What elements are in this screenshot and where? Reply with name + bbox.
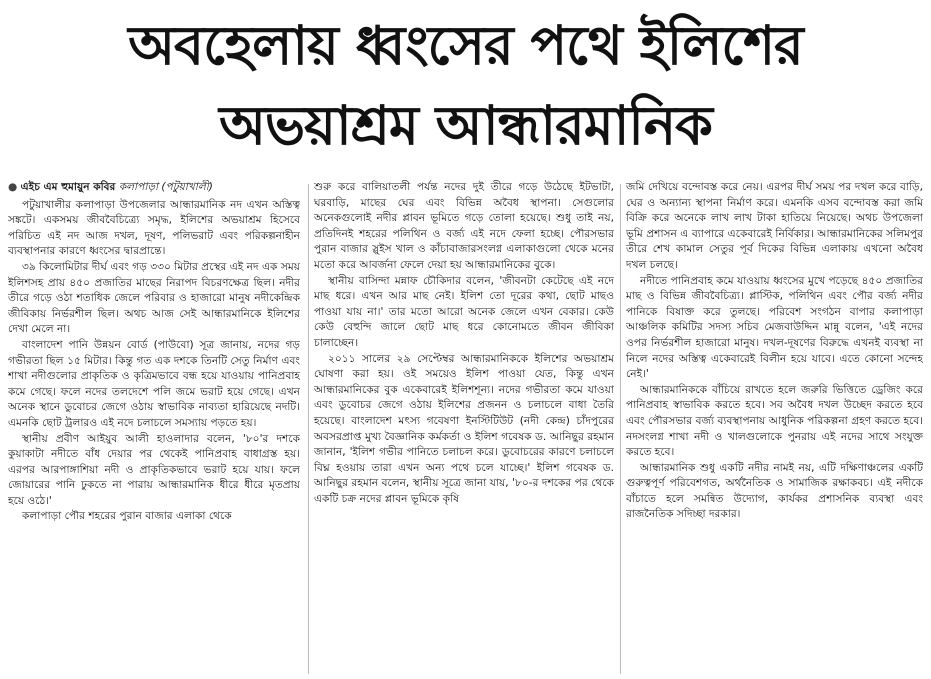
article-paragraph: আন্ধারমানিক শুধু একটি নদীর নামই নয়, এটি দক্ষিণাঞ্চলের একটি গুরুত্বপূর্ণ পরিবেশগত, অর্থনৈতিক ও সামাজিক রক্ষাকবচ। এই নদীকে বাঁচাতে হলে সমন্বিত উদ্যোগ, কার্যকর প্রশাসনিক ব্যবস্থা এবং রাজনৈতিক সদিচ্ছা দরকার। (626, 461, 923, 521)
byline (8, 180, 300, 196)
article-column-1 (8, 180, 300, 676)
article-paragraph: আন্ধারমানিককে বাঁচিয়ে রাখতে হলে জরুরি ভিত্তিতে ড্রেজিং করে পানিপ্রবাহ স্বাভাবিক করতে হবে। সব অবৈধ দখল উচ্ছেদ করতে হবে এবং পৌরসভার বর্জ্য ব্যবস্থাপনায় আধুনিক পরিকল্পনা গ্রহণ করতে হবে। নদসংলগ্ন শাখা নদী ও খালগুলোকে পুনরায় এই নদের সাথে সংযুক্ত করতে হবে। (626, 383, 923, 459)
article-column-3 (626, 180, 923, 676)
article-paragraph: ৩৯ কিলোমিটার দীর্ঘ এবং গড় ৩৩০ মিটার প্রস্থের এই নদ এক সময় ইলিশসহ প্রায় ৪৫০ প্রজাতির মাছের নিরাপদ বিচরণক্ষেত্র ছিল। নদীর তীরে গড়ে ওঠা শতাধিক জেলে পরিবার ও হাজারো মানুষ নদীকেন্দ্রিক জীবিকায় নির্ভরশীল ছিল। অথচ আজ সেই আন্ধারমানিকে ইলিশের দেখা মেলে না। (8, 260, 300, 336)
column-divider (308, 184, 309, 674)
article-column-2 (314, 180, 614, 676)
byline-bullet-icon: ● (8, 181, 18, 193)
headline-line-1: অবহেলায় ধ্বংসের পথে ইলিশের (128, 14, 803, 77)
byline-author: এইচ এম হুমায়ুন কবির (20, 181, 116, 193)
article-paragraph: জমি দেখিয়ে বন্দোবস্ত করে নেয়। এরপর দীর্ঘ সময় পর দখল করে বাড়ি, ঘের ও অন্যান্য স্থাপনা নির্মাণ করে। এমনকি এসব বন্দোবস্ত করা জমি বিক্রি করে অনেকে লাখ লাখ টাকা হাতিয়ে নিয়েছে। অথচ উপজেলা ভূমি প্রশাসন এ ব্যাপারে একেবারেই নির্বিকার। আন্ধারমানিকের সলিমপুর তীরে শেখ কামাল সেতুর পূর্ব দিকের বিভিন্ন এলাকায় এখনো অবৈধ দখল চলছে। (626, 181, 923, 271)
article-paragraph: নদীতে পানিপ্রবাহ কমে যাওয়ায় ধ্বংসের মুখে পড়েছে ৪৫০ প্রজাতির মাছ ও বিভিন্ন জীববৈচিত্র্য। প্লাস্টিক, পলিথিন এবং পৌর বর্জ্য নদীর পানিকে বিষাক্ত করে তুলছে। পরিবেশ সংগঠন বাপার কলাপাড়া আঞ্চলিক কমিটির সদস্য সচিব মেজবাউদ্দিন মান্নু বলেন, 'এই নদের ওপর নির্ভরশীল হাজারো মানুষ। দখল-দূষণের বিরুদ্ধে এখনই ব্যবস্থা না নিলে নদের অস্তিত্ব একেবারেই বিলীন হয়ে যাবে। এতে কোনো সন্দেহ নেই।' (626, 274, 923, 381)
article-paragraph: স্থানীয় বাসিন্দা মন্নাফ চৌকিদার বলেন, 'জীবনটা কেটেছে এই নদে মাছ ধরে। এখন আর মাছ নেই। ইলিশ তো দূরের কথা, ছোট মাছও পাওয়া যায় না।' তার মতো আরো অনেক জেলে এখন বেকার। কেউ কেউ বেহুন্দি জালে ছোট মাছ ধরে কোনোমতে জীবন জীবিকা চালাচ্ছেন। (314, 274, 614, 349)
headline-line-2: অভয়াশ্রম আন্ধারমানিক (219, 94, 712, 157)
article-paragraph: পটুয়াখালীর কলাপাড়া উপজেলার আন্ধারমানিক নদ এখন অস্তিত্ব সঙ্কটে। একসময় জীববৈচিত্র্যে সমৃদ্ধ, ইলিশের অভয়াশ্রম হিসেবে পরিচিত এই নদ আজ দখল, দূষণ, পলিভরাট এবং পরিকল্পনাহীন ব্যবস্থাপনার কারণে ধ্বংসের দ্বারপ্রান্তে। (8, 198, 300, 258)
article-paragraph: শুরু করে বালিয়াতলী পর্যন্ত নদের দুই তীরে গড়ে উঠেছে ইটভাটা, ঘরবাড়ি, মাছের ঘের এবং বিভিন্ন অবৈধ স্থাপনা। সেগুলোর অনেকগুলোই নদীর প্লাবন ভূমিতে গড়ে তোলা হয়েছে। শুধু তাই নয়, প্রতিদিনই শহরের পলিথিন ও বর্জ্য এই নদে ফেলা হচ্ছে। পৌরসভার পুরান বাজার স্লুইস খাল ও কাঁচাবাজারসংলগ্ন এলাকাগুলো থেকে মনের মতো করে আবর্জনা ফেলে দেয়া হয় আন্ধারমানিকের বুকে। (314, 181, 614, 271)
column-divider (620, 184, 621, 674)
article-paragraph: কলাপাড়া পৌর শহরের পুরান বাজার এলাকা থেকে (22, 510, 232, 523)
article-paragraph: স্থানীয় প্রবীণ আইয়ুব আলী হাওলাদার বলেন, '৮০'র দশকে কুয়াকাটা নদীতে বাঁধ দেয়ার পর থেকেই পানিপ্রবাহ বাধাগ্রস্ত হয়। এরপর আরপাঙ্গাশিয়া নদী ও প্রাকৃতিকভাবে ভরাট হয়ে যায়। ফলে জোয়ারের পানি ঢুকতে না পারায় আন্ধারমানিক ধীরে ধীরে মৃতপ্রায় হয়ে ওঠে।' (8, 432, 300, 507)
article-columns (8, 180, 923, 676)
article-paragraph: বাংলাদেশ পানি উন্নয়ন বোর্ড (পাউবো) সূত্র জানায়, নদের গড় গভীরতা ছিল ১৫ মিটার। কিন্তু গত এক দশকে তিনটি সেতু নির্মাণ এবং শাখা নদীগুলোর প্রাকৃতিক ও কৃত্রিমভাবে বন্ধ হয়ে যাওয়ায় পানিপ্রবাহ কমে গেছে। ফলে নদের তলদেশে পলি জমে ভরাট হয়ে গেছে। এখন অনেক স্থানে ডুবোচর জেগে ওঠায় স্বাভাবিক নাব্যতা হারিয়েছে নদটি। এমনকি ছোট ট্রলারও এই নদে চলাচলে সমস্যায় পড়তে হয়। (8, 338, 300, 429)
article-paragraph: ২০১১ সালের ২৯ সেপ্টেম্বর আন্ধারমানিককে ইলিশের অভয়াশ্রম ঘোষণা করা হয়। ওই সময়েও ইলিশ পাওয়া যেত, কিন্তু এখন আন্ধারমানিকের বুক একেবারেই ইলিশশূন্য। নদের গভীরতা কমে যাওয়া এবং ডুবোচর জেগে ওঠায় ইলিশের প্রজনন ও চলাচলে বাধা তৈরি হয়েছে। বাংলাদেশ মৎস্য গবেষণা ইনস্টিটিউট (নদী কেন্দ্র) চাঁদপুরের অবসরপ্রাপ্ত মুখ্য বৈজ্ঞানিক কর্মকর্তা ও ইলিশ গবেষক ড. আনিছুর রহমান জানান, 'ইলিশ গভীর পানিতে চলাচল করে। ডুবোচরের কারণে চলাচলে বিঘ্ন হওয়ায় তারা এখন অন্য পথে চলে যাচ্ছে।' ইলিশ গবেষক ড. আনিছুর রহমান বলেন, স্থানীয় সূত্রে জানা যায়, '৮০-র দশকের পর থেকে একটি চক্র নদের প্লাবন ভূমিকে কৃষি (314, 352, 614, 505)
byline-location: কলাপাড়া (পটুয়াখালী) (118, 181, 213, 193)
